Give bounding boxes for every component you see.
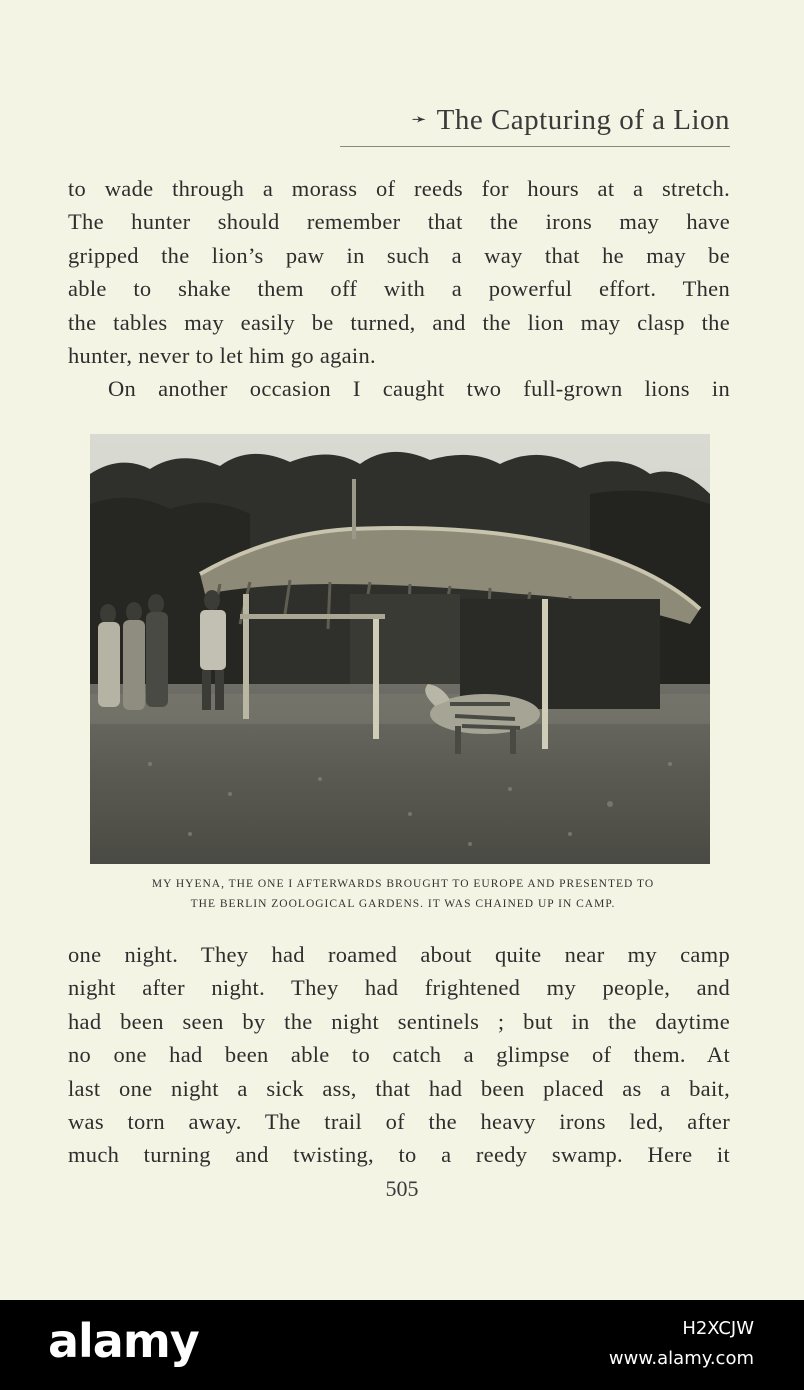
text-line: one night. They had roamed about quite near my camp (68, 942, 730, 967)
text-line: had been seen by the night sentinels ; but in the daytime (68, 1008, 730, 1034)
text-line: the tables may easily be turned, and the lion may clasp the (68, 309, 730, 335)
image-code: H2XCJW (682, 1318, 754, 1339)
pointing-hand-ornament-icon: ➛ (411, 109, 427, 129)
paragraph-1 (68, 172, 730, 372)
paragraph-3 (68, 938, 730, 1172)
text-line: On another occasion I caught two full-grown lions in (108, 376, 730, 401)
chapter-title: The Capturing of a Lion (436, 104, 730, 136)
watermark-url: www.alamy.com (608, 1348, 754, 1369)
running-head (340, 104, 730, 147)
caption-line: MY HYENA, THE ONE I AFTERWARDS BROUGHT TO EUROPE AND PRESENTED TO (151, 878, 655, 890)
hyena-camp-photograph (90, 434, 710, 864)
text-line: night after night. They had frightened my people, and (68, 975, 730, 1001)
text-line: to wade through a morass of reeds for hours at a stretch. (68, 176, 730, 201)
caption-line: THE BERLIN ZOOLOGICAL GARDENS. IT WAS CHAINED UP IN CAMP. (190, 898, 616, 910)
photograph-illustration (90, 434, 710, 864)
text-line: The hunter should remember that the irons may have (68, 209, 730, 235)
text-line: hunter, never to let him go again. (68, 343, 376, 369)
paragraph-2 (108, 372, 730, 405)
text-line: gripped the lion’s paw in such a way that he may be (68, 242, 730, 268)
alamy-logo: alamy (48, 1314, 199, 1368)
text-line: much turning and twisting, to a reedy swamp. Here it (68, 1142, 730, 1168)
watermark-banner (0, 1300, 804, 1390)
text-line: was torn away. The trail of the heavy irons led, after (68, 1109, 730, 1135)
page-number: 505 (385, 1176, 419, 1201)
text-line: able to shake them off with a powerful effort. Then (68, 276, 730, 302)
text-line: no one had been able to catch a glimpse of them. At (68, 1042, 730, 1068)
figure-caption (72, 874, 734, 914)
text-line: last one night a sick ass, that had been placed as a bait, (68, 1075, 730, 1101)
